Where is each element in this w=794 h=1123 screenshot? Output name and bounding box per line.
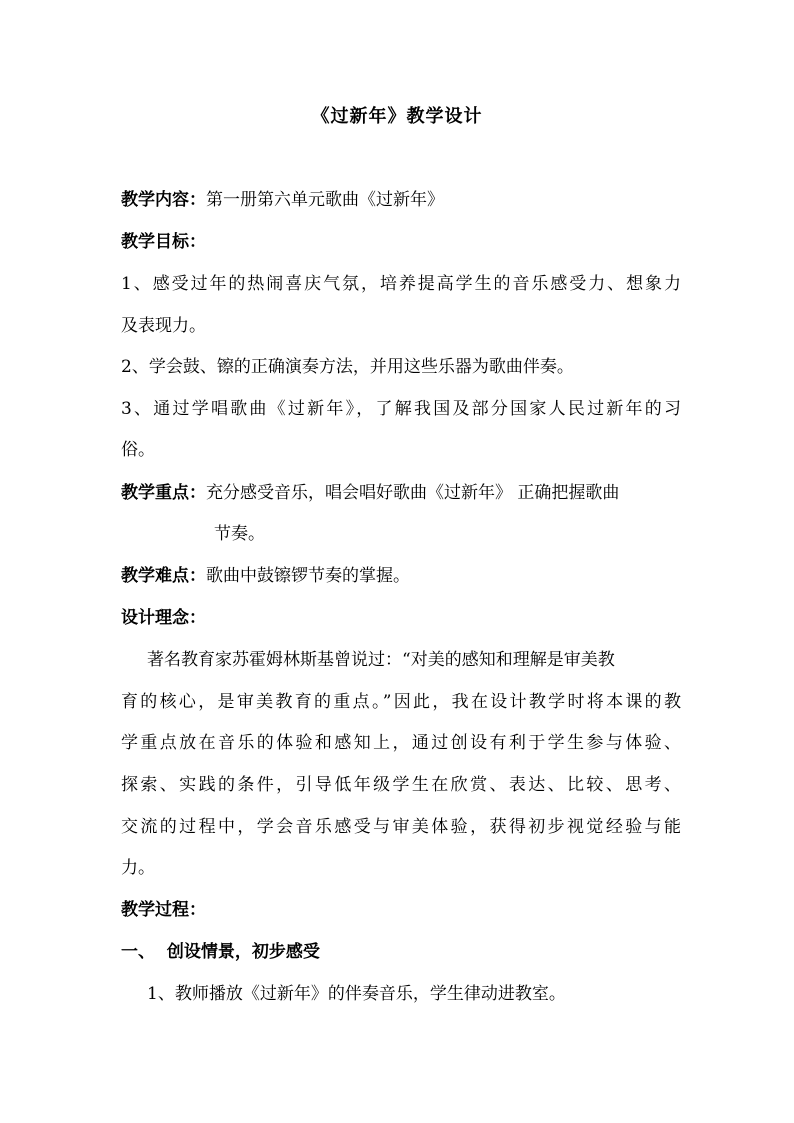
philosophy-line-1: 著名教育家苏霍姆林斯基曾说过：“对美的感知和理解是审美教	[147, 650, 615, 670]
objective-1-line-1: 1、感受过年的热闹喜庆气氛，培养提高学生的音乐感受力、想象力	[121, 274, 681, 294]
objective-3-line-1: 3、通过学唱歌曲《过新年》，了解我国及部分国家人民过新年的习	[121, 399, 681, 419]
key-points-line-1: 充分感受音乐，唱会唱好歌曲《过新年》 正确把握歌曲	[206, 483, 620, 503]
objectives-label: 教学目标：	[121, 232, 206, 252]
objective-3-line-2: 俗。	[121, 440, 155, 460]
difficulties-label: 教学难点：	[121, 566, 206, 586]
philosophy-line-4: 探索、实践的条件，引导低年级学生在欣赏、表达、比较、思考、	[121, 775, 681, 795]
difficulties-text: 歌曲中鼓镲锣节奏的掌握。	[206, 566, 410, 586]
philosophy-line-6: 力。	[121, 858, 155, 878]
key-points-row	[121, 481, 681, 505]
key-points-label: 教学重点：	[121, 483, 206, 503]
objective-1-line-2: 及表现力。	[121, 316, 206, 336]
difficulties-row	[121, 564, 681, 588]
process-section-1: 一、 创设情景，初步感受	[121, 942, 320, 962]
key-points-line-2: 节奏。	[214, 524, 265, 544]
content-text: 第一册第六单元歌曲《过新年》	[206, 190, 444, 210]
philosophy-line-5: 交流的过程中，学会音乐感受与审美体验，获得初步视觉经验与能	[121, 817, 681, 837]
process-step-1: 1、教师播放《过新年》的伴奏音乐，学生律动进教室。	[147, 984, 566, 1004]
page-title: 《过新年》教学设计	[311, 106, 483, 127]
objective-2: 2、学会鼓、镲的正确演奏方法，并用这些乐器为歌曲伴奏。	[121, 357, 574, 377]
philosophy-line-2: 育的核心，是审美教育的重点。”因此，我在设计教学时将本课的教	[121, 692, 681, 712]
content-label: 教学内容：	[121, 190, 206, 210]
content-row	[121, 188, 681, 212]
philosophy-line-3: 学重点放在音乐的体验和感知上，通过创设有利于学生参与体验、	[121, 733, 681, 753]
philosophy-label: 设计理念：	[121, 608, 206, 628]
process-label: 教学过程：	[121, 900, 206, 920]
